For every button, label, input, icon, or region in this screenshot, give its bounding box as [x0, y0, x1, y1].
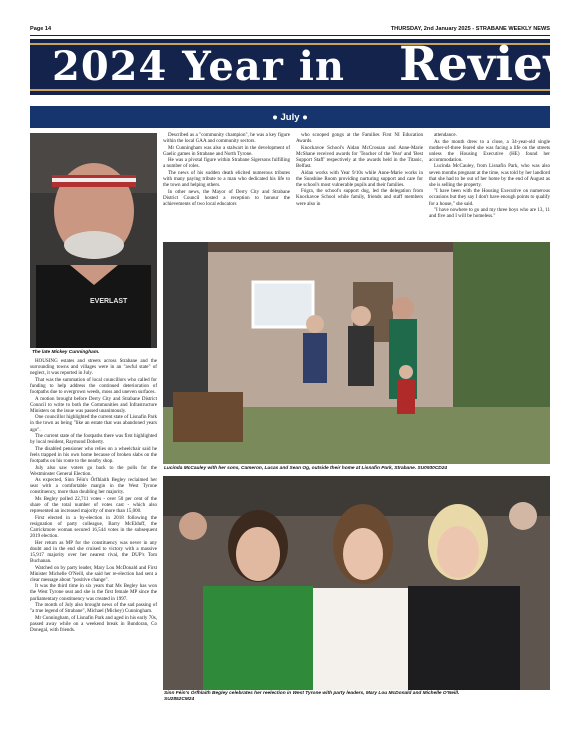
article-column-1 [30, 358, 157, 634]
photo-mickey-cunningham [30, 133, 157, 348]
article-paragraph: Her return as MP for the constituency was never in any doubt and in the end she cruised to victory with a massive 15,917 majority over her nearest rival, the DUP's Tom Buchanan. [30, 539, 157, 564]
article-paragraph: One councillor highlighted the current state of Lisnafin Park in the town as being "like an estate that was abandoned years ago". [30, 414, 157, 433]
article-column-3 [296, 132, 423, 207]
masthead-banner [30, 37, 584, 95]
article-paragraph: Described as a "community champion", he was a key figure within the local GAA and community sectors. [163, 132, 290, 145]
article-paragraph: July also saw voters go back to the polls for the Westminster General Election. [30, 464, 157, 477]
article-paragraph: As the month drew to a close, a 34-year-old single mother-of-three feared she was facing a life on the streets unless the Housing Executive (HE) found her accommodation. [429, 138, 550, 163]
article-paragraph: Watched on by party leader, Mary Lou McDonald and First Minister Michelle O'Neill, she said her re-election had sent a clear message about "positive change". [30, 564, 157, 583]
article-paragraph: Knockavoe School's Aidan McCrossan and Anne-Marie McShane received awards for 'Teacher of the Year' and 'Best Support Staff' respectively at the awards held in the Titanic, Belfast. [296, 144, 423, 169]
article-paragraph: The current state of the footpaths there was first highlighted by local resident, Raymond Doherty. [30, 433, 157, 446]
article-paragraph: Ms Begley polled 22,711 votes - over 50 per cent of the share of the total number of votes cast - which also represented an increased majority of more than 15,000. [30, 496, 157, 515]
caption-photo3: Sinn Féin's Órfhlaith Begley celebrates her reelection in West Tyrone with party leaders, Mary Lou McDonald and Michelle O'Neill. SU2852CM24 [164, 691, 460, 702]
article-paragraph: The month of July also brought news of the sad passing of "a true legend of Strabane", Michael (Mickey) Cunningham. [30, 602, 157, 615]
celebration-illustration [163, 476, 550, 690]
page-header [30, 24, 550, 34]
month-banner: ● July ● [30, 106, 550, 128]
article-paragraph: A motion brought before Derry City and Strabane District Council to write to both the Communities and Infrastructure Ministers on the issue was passed unanimously. [30, 395, 157, 414]
masthead-title-year: 2024 Year in [52, 43, 345, 90]
header-rule [30, 35, 550, 36]
issue-date: THURSDAY, 2nd January 2025 - STRABANE WEEKLY NEWS [390, 26, 550, 32]
article-paragraph: The disabled pensioner who relies on a wheelchair said he feels trapped in his own home because of broken slabs on the footpaths on his route to the nearby shop. [30, 445, 157, 464]
article-paragraph: As expected, Sinn Féin's Órfhlaith Begley reclaimed her seat with a comfortable margin in the West Tyrone constituency, more than doubling her majority. [30, 477, 157, 496]
article-column-4 [429, 132, 550, 220]
article-paragraph: Aidan works with Year 9/10s while Anne-Marie works in the Sunshine Room providing nurturing support and care for the school's most vulnerable pupils and their families. [296, 169, 423, 188]
article-paragraph: Fógra, the school's support dog, led the delegation from Knockavoe School while family, friends and staff members were also in [296, 188, 423, 207]
family-illustration [163, 242, 550, 464]
article-paragraph: Mr Cunningham was also a stalwart in the development of Gaelic games in Strabane and North Tyrone. [163, 144, 290, 157]
photo-mccauley-family [163, 242, 550, 464]
article-paragraph: In other news, the Mayor of Derry City and Strabane District Council hosted a reception to honour the achievements of two local educators [163, 188, 290, 208]
article-column-2 [163, 132, 290, 208]
page-number: Page 14 [30, 26, 52, 32]
article-paragraph: First elected in a by-election in 2018 following the resignation of party colleague, Barry McElduff, the Carrickmore woman secured 16,544 votes in the subsequent 2019 election. [30, 514, 157, 540]
article-paragraph: who scooped gongs at the Families First NI Education Awards. [296, 132, 423, 145]
article-paragraph: attendance. [434, 132, 457, 138]
tshirt-print: EVERLAST [90, 298, 128, 305]
caption-photo1: The late Mickey Cunningham. [32, 350, 100, 355]
article-paragraph: That was the summation of local councillors who called for funding to help address the continued deterioration of footpaths due to overgrown weeds, moss and uneven surfaces. [30, 376, 157, 395]
article-paragraph: HOUSING estates and streets across Strabane and the surrounding towns and villages were in an "awful state" of neglect, it was reported in July. [30, 358, 157, 377]
photo-begley-celebration [163, 476, 550, 690]
article-paragraph: He was a pivotal figure within Strabane Sigersons fulfilling a number of roles. [163, 157, 290, 170]
article-paragraph: Mr Cunningham, of Lisnafin Park and aged in his early 70s, passed away while on a weekend break in Bundoran, Co Donegal, with friends. [30, 614, 157, 634]
masthead-title-review: Review [399, 37, 584, 92]
article-paragraph: The news of his sudden death elicited numerous tributes with many paying tribute to a man who dedicated his life to the town and helping others. [163, 170, 290, 189]
article-paragraph: "I have been with the Housing Executive on numerous occasions but they say I don't have enough points to qualify for a house," she said. [429, 188, 550, 207]
caption-photo2: Lucinda McCauley with her sons, Cameron, Lucas and Sean Og, outside their home at Lisnafin Park, Strabane. SU0930CD24 [164, 466, 448, 471]
portrait-illustration [30, 133, 157, 348]
article-paragraph: "I have nowhere to go and my three boys who are 13, 11 and five and I will be homeless." [429, 207, 550, 220]
article-paragraph: Lucinda McCauley, from Lisnafin Park, who was also seven months pregnant at the time, was told by her landlord that she had to be out of her home by the end of August as she is selling the property. [429, 163, 550, 188]
article-paragraph: It was the third time in six years that Ms Begley has won the West Tyrone seat and she is the first female MP since the parliamentary constituency was created in 1997. [30, 583, 157, 602]
